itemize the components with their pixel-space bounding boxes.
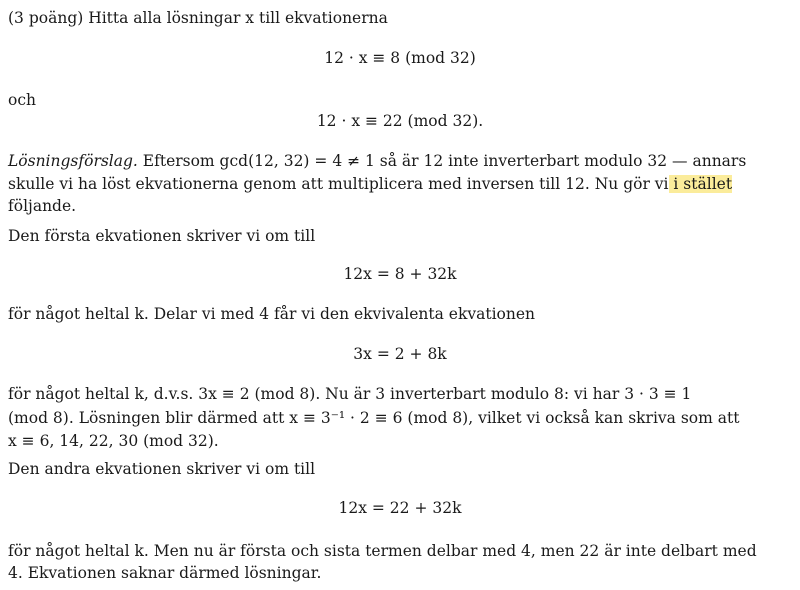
- paragraph-first-equation: Den första ekvationen skriver vi om till: [8, 227, 316, 245]
- equation-5: 12x = 22 + 32k: [338, 499, 462, 517]
- conclusion-line-2: 4. Ekvationen saknar därmed lösningar.: [8, 564, 322, 582]
- conclusion-line-1: för något heltal k. Men nu är första och sista termen delbar med 4, men 22 är inte delbart med: [8, 542, 757, 560]
- solution-line-2-text: skulle vi ha löst ekvationerna genom att multiplicera med inversen till 12. Nu gör vi: [8, 175, 669, 193]
- equation-4: 3x = 2 + 8k: [353, 345, 447, 363]
- equation-3: 12x = 8 + 32k: [343, 265, 457, 283]
- paragraph-divide: för något heltal k. Delar vi med 4 får vi den ekvivalenta ekvationen: [8, 305, 535, 323]
- connector-text: och: [8, 91, 36, 109]
- solution-heading: Lösningsförslag.: [8, 152, 138, 170]
- paragraph-solution-line-2: (mod 8). Lösningen blir därmed att x ≡ 3⁻¹ · 2 ≡ 6 (mod 8), vilket vi också kan skriva som att: [8, 409, 740, 427]
- paragraph-second-equation: Den andra ekvationen skriver vi om till: [8, 460, 316, 478]
- solution-line-1-text: Eftersom gcd(12, 32) = 4 ≠ 1 så är 12 inte inverterbart modulo 32 — annars: [137, 152, 747, 170]
- equation-1: 12 · x ≡ 8 (mod 32): [324, 49, 476, 67]
- solution-line-2: [8, 174, 732, 194]
- paragraph-solution-line-3: x ≡ 6, 14, 22, 30 (mod 32).: [8, 432, 219, 450]
- equation-2: 12 · x ≡ 22 (mod 32).: [316, 112, 484, 130]
- problem-statement: (3 poäng) Hitta alla lösningar x till ekvationerna: [8, 9, 388, 27]
- paragraph-solution-line-1: för något heltal k, d.v.s. 3x ≡ 2 (mod 8). Nu är 3 inverterbart modulo 8: vi har 3 · 3 ≡ 1: [8, 385, 692, 403]
- solution-line-1: [8, 151, 746, 171]
- solution-line-3: följande.: [8, 197, 77, 215]
- highlighted-text: i stället: [668, 175, 733, 193]
